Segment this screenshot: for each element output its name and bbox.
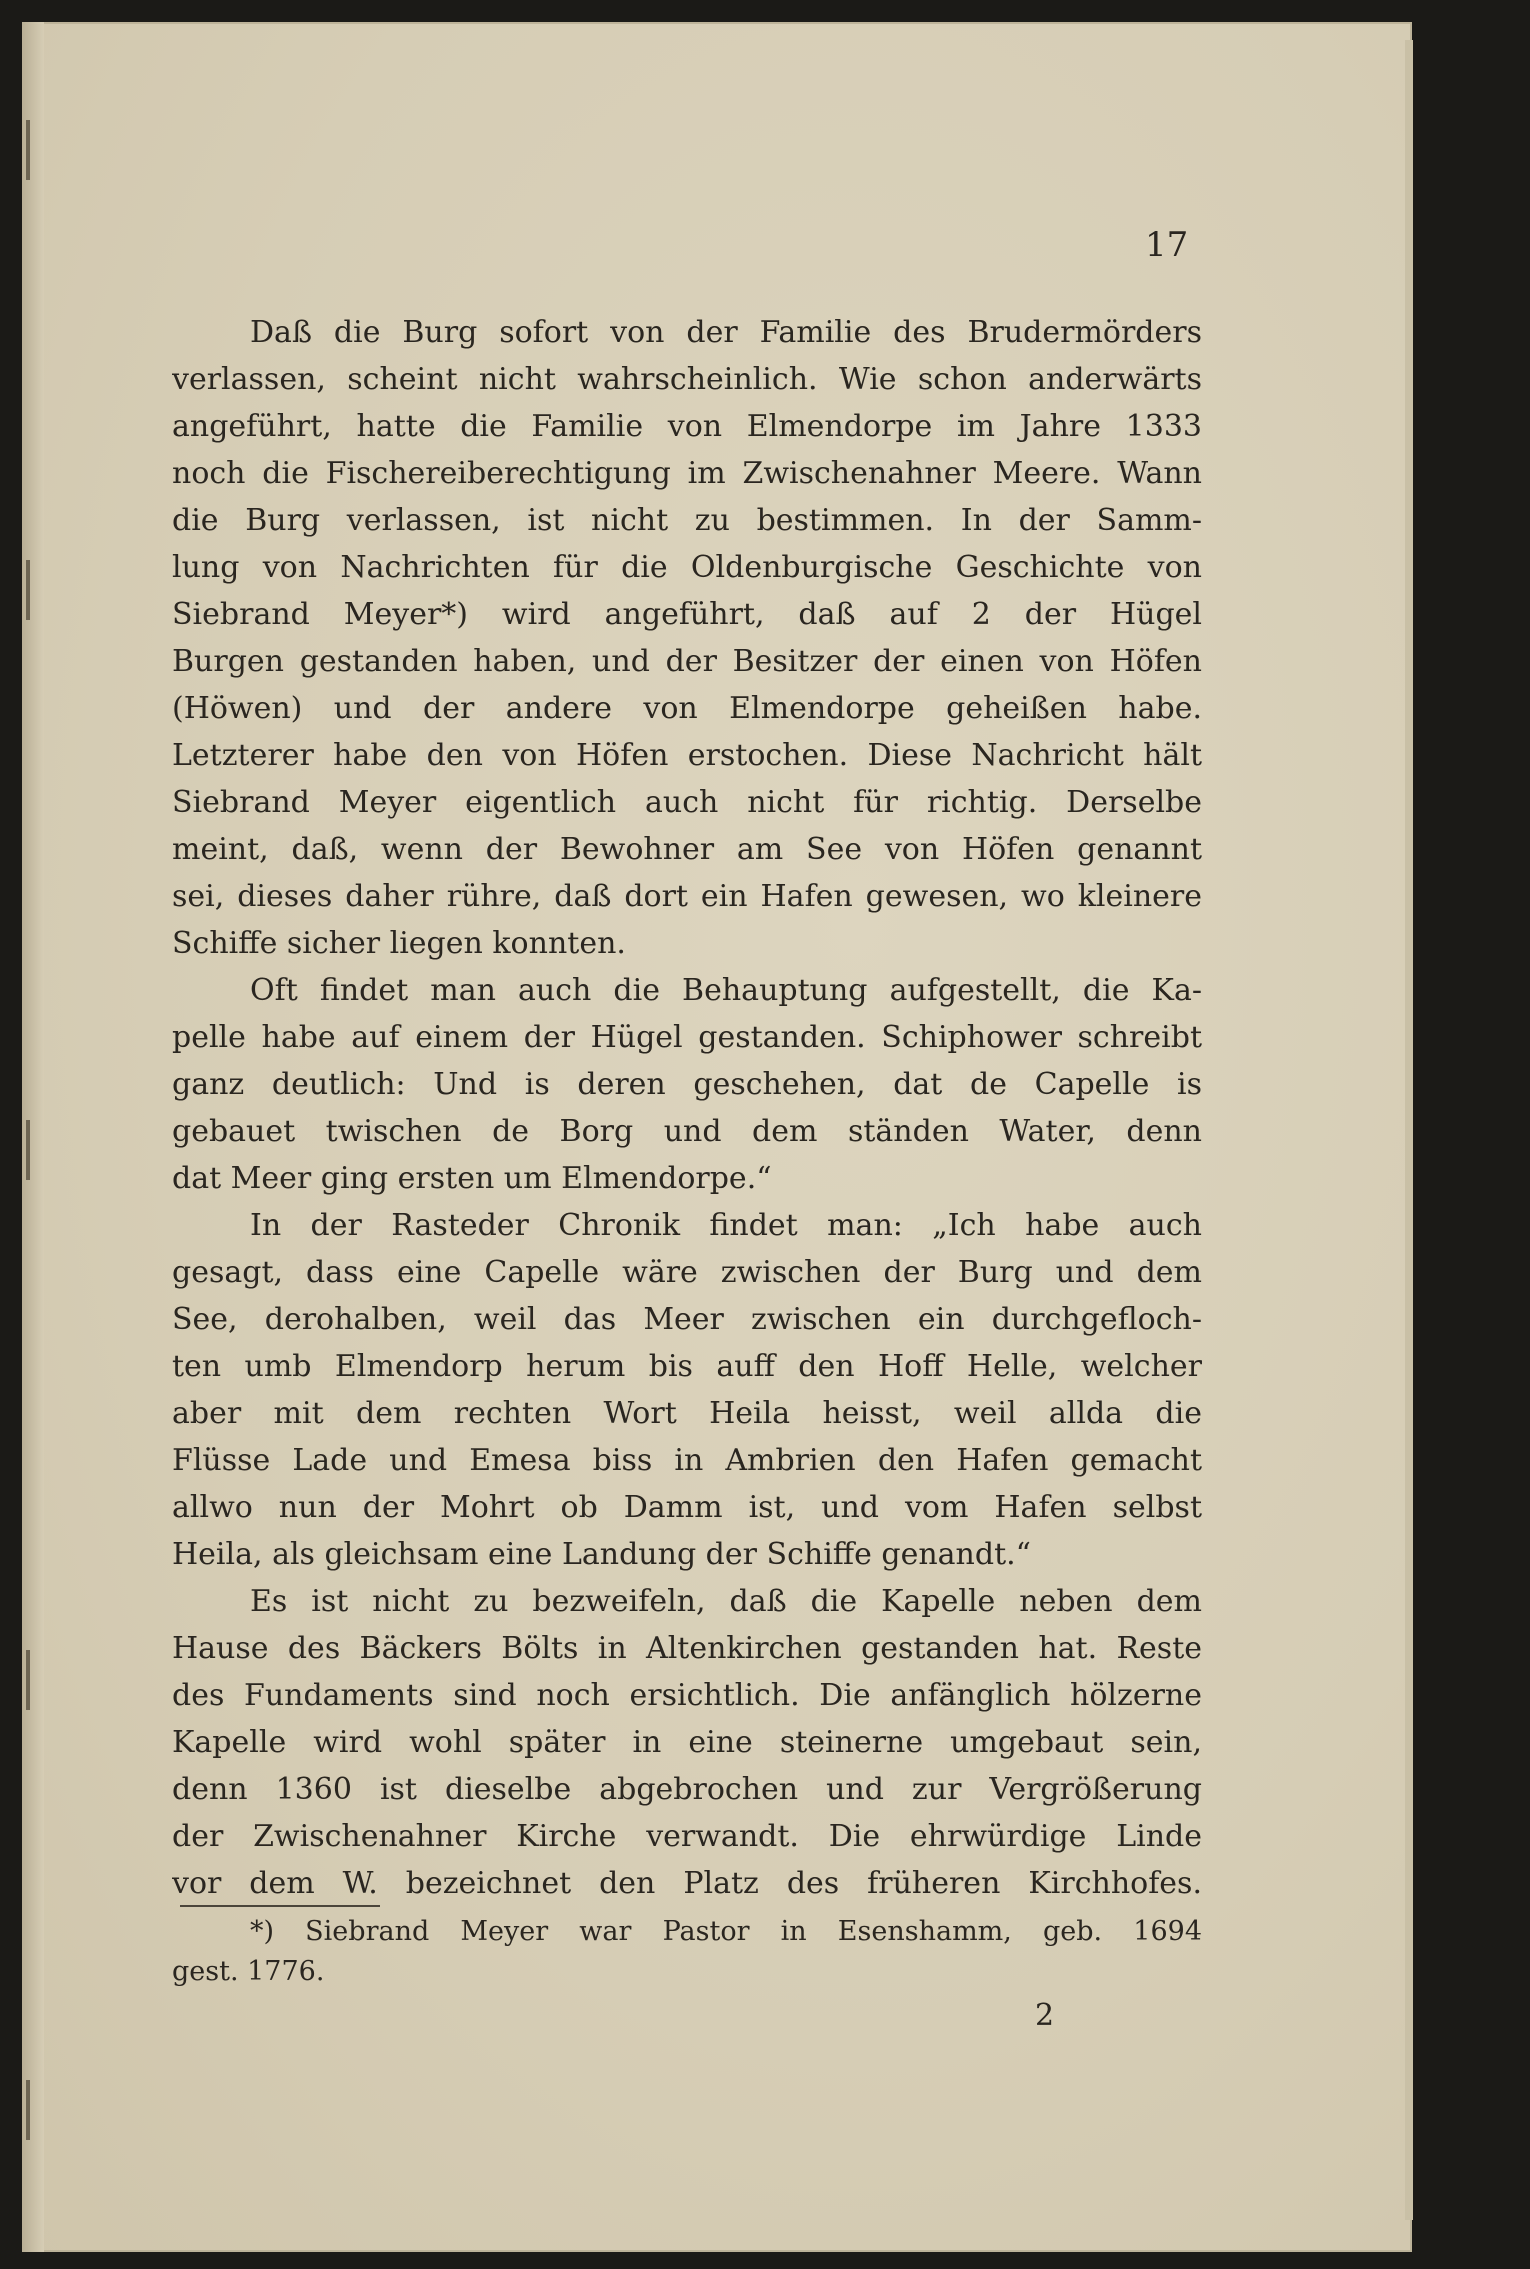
binding-stitch (26, 1650, 30, 1710)
page-edge (1405, 40, 1413, 2220)
text-line: In der Rasteder Chronik findet man: „Ich habe auch (250, 1208, 1202, 1243)
text-line: denn 1360 ist dieselbe abgebrochen und zur Vergrößerung (172, 1772, 1202, 1807)
footnote-line: gest. 1776. (172, 1956, 325, 1987)
footnote-line: *) Siebrand Meyer war Pastor in Esenshamm, geb. 1694 (250, 1916, 1202, 1947)
text-line: aber mit dem rechten Wort Heila heisst, weil allda die (172, 1396, 1202, 1431)
text-line: noch die Fischereiberechtigung im Zwischenahner Meere. Wann (172, 456, 1202, 491)
text-line: dat Meer ging ersten um Elmendorpe.“ (172, 1161, 772, 1196)
text-line: ten umb Elmendorp herum bis auff den Hoff Helle, welcher (172, 1349, 1202, 1384)
text-line: Daß die Burg sofort von der Familie des Brudermörders (250, 315, 1202, 350)
text-line: meint, daß, wenn der Bewohner am See von Höfen genannt (172, 832, 1202, 867)
page-number: 17 (1145, 225, 1189, 265)
binding-stitch (26, 2080, 30, 2140)
text-line: der Zwischenahner Kirche verwandt. Die ehrwürdige Linde (172, 1819, 1202, 1854)
text-line: die Burg verlassen, ist nicht zu bestimmen. In der Samm- (172, 503, 1202, 538)
footnote-rule (180, 1905, 380, 1907)
text-line: Flüsse Lade und Emesa biss in Ambrien den Hafen gemacht (172, 1443, 1202, 1478)
text-line: des Fundaments sind noch ersichtlich. Die anfänglich hölzerne (172, 1678, 1202, 1713)
text-line: Letzterer habe den von Höfen erstochen. Diese Nachricht hält (172, 738, 1202, 773)
text-line: Siebrand Meyer eigentlich auch nicht für richtig. Derselbe (172, 785, 1202, 820)
text-line: See, derohalben, weil das Meer zwischen ein durchgefloch- (172, 1302, 1202, 1337)
text-line: Schiffe sicher liegen konnten. (172, 926, 626, 961)
text-line: Heila, als gleichsam eine Landung der Schiffe genandt.“ (172, 1537, 1032, 1572)
text-line: Siebrand Meyer*) wird angeführt, daß auf 2 der Hügel (172, 597, 1202, 632)
text-line: gebauet twischen de Borg und dem ständen Water, denn (172, 1114, 1202, 1149)
text-line: vor dem W. bezeichnet den Platz des früheren Kirchhofes. (172, 1866, 1202, 1901)
text-line: Oft findet man auch die Behauptung aufgestellt, die Ka- (250, 973, 1202, 1008)
text-line: verlassen, scheint nicht wahrscheinlich. Wie schon anderwärts (172, 362, 1202, 397)
text-line: (Höwen) und der andere von Elmendorpe geheißen habe. (172, 691, 1202, 726)
signature-mark: 2 (1035, 1998, 1055, 2033)
text-line: Kapelle wird wohl später in eine steinerne umgebaut sein, (172, 1725, 1202, 1760)
text-line: pelle habe auf einem der Hügel gestanden. Schiphower schreibt (172, 1020, 1202, 1055)
text-line: lung von Nachrichten für die Oldenburgische Geschichte von (172, 550, 1202, 585)
binding-stitch (26, 1120, 30, 1180)
text-line: Es ist nicht zu bezweifeln, daß die Kapelle neben dem (250, 1584, 1202, 1619)
text-line: angeführt, hatte die Familie von Elmendorpe im Jahre 1333 (172, 409, 1202, 444)
text-line: allwo nun der Mohrt ob Damm ist, und vom Hafen selbst (172, 1490, 1202, 1525)
text-line: ganz deutlich: Und is deren geschehen, dat de Capelle is (172, 1067, 1202, 1102)
background-strip (1420, 40, 1510, 2240)
text-line: Hause des Bäckers Bölts in Altenkirchen gestanden hat. Reste (172, 1631, 1202, 1666)
text-line: sei, dieses daher rühre, daß dort ein Hafen gewesen, wo kleinere (172, 879, 1202, 914)
binding-stitch (26, 560, 30, 620)
text-line: Burgen gestanden haben, und der Besitzer der einen von Höfen (172, 644, 1202, 679)
text-line: gesagt, dass eine Capelle wäre zwischen der Burg und dem (172, 1255, 1202, 1290)
binding-stitch (26, 120, 30, 180)
